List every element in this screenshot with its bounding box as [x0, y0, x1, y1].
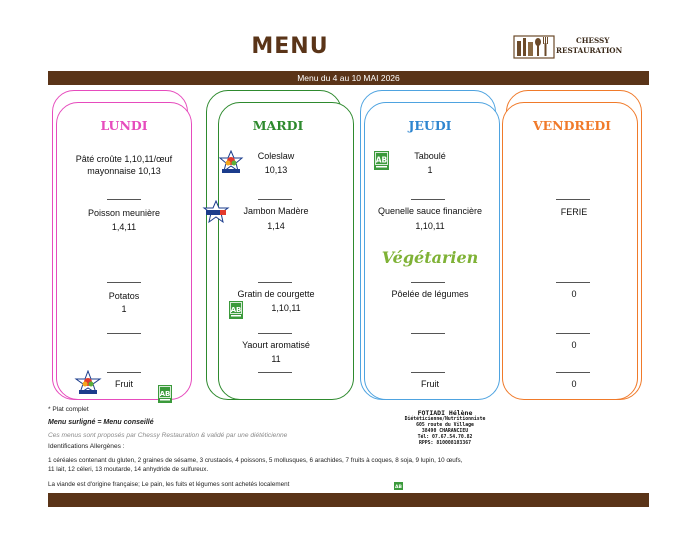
viandes-de-france-icon [202, 200, 230, 224]
jeudi-dessert: Fruit [421, 379, 439, 389]
lundi-side-allergens: 1 [121, 304, 127, 314]
day-header-mardi: MARDI [252, 118, 304, 133]
mardi-starter-allergens: 10,13 [264, 165, 288, 175]
jeudi-starter-allergens: 1 [427, 165, 433, 175]
vendredi-side: 0 [571, 289, 577, 299]
footer-allergen-list-1: 1 céréales contenant du gluten, 2 graines de sésame, 3 crustacés, 4 poissons, 5 mollusques, 6 arachides, 7 fruits à coques, 8 soja, 9 lupin, 10 œufs, [48, 457, 463, 464]
dietitian-stamp [390, 409, 500, 447]
logo-line-2: RESTAURATION [556, 46, 623, 55]
separator [107, 372, 141, 373]
footer-allergen-title: Identifications Allergènes : [48, 443, 125, 450]
lundi-side: Potatos [108, 291, 140, 301]
footer-origin-note: La viande est d'origine française; Le pain, les fuits et légumes sont achetés localement [48, 481, 290, 488]
mardi-dessert-allergens: 11 [271, 354, 281, 364]
lundi-main-allergens: 1,4,11 [111, 222, 137, 232]
separator [107, 282, 141, 283]
jeudi-main: Quenelle sauce financière [377, 206, 483, 216]
ab-bio-icon [374, 151, 389, 170]
restaurant-logo-icon [512, 33, 556, 59]
fruits-legumes-de-france-icon [74, 370, 102, 396]
mardi-main-allergens: 1,14 [267, 221, 285, 231]
footer-validation-note: Ces menus sont proposés par Chessy Restauration & validé par une diététicienne [48, 432, 288, 439]
separator [411, 282, 445, 283]
footer-menu-conseille: Menu surligné = Menu conseillé [48, 419, 154, 426]
jeudi-side: Pôelée de légumes [391, 289, 469, 299]
menu-date-banner: Menu du 4 au 10 MAI 2026 [48, 71, 649, 85]
svg-text:AB: AB [159, 390, 171, 398]
dietitian-name: FOTIADI Hélène [417, 409, 473, 417]
separator [556, 372, 590, 373]
svg-text:AB: AB [395, 485, 402, 490]
ab-bio-icon [229, 301, 243, 319]
footer-plat-complet: * Plat complet [48, 406, 89, 413]
day-header-lundi: LUNDI [100, 118, 148, 133]
separator [258, 372, 292, 373]
mardi-side-allergens: 1,10,11 [271, 303, 301, 313]
footer-band [48, 493, 649, 507]
vendredi-frame-inner [502, 102, 638, 400]
svg-text:AB: AB [375, 155, 388, 165]
jeudi-starter: Taboulé [414, 151, 446, 161]
dietitian-address-1: 605 route du Village [416, 423, 474, 428]
jeudi-main-allergens: 1,10,11 [415, 221, 445, 231]
separator [258, 333, 292, 334]
separator [107, 199, 141, 200]
mardi-side: Gratin de courgette [237, 289, 315, 299]
mardi-main: Jambon Madère [243, 206, 309, 216]
vendredi-dessert: 0 [571, 379, 577, 389]
chessy-logo [512, 32, 637, 62]
logo-line-1: CHESSY [576, 36, 610, 45]
ab-bio-icon [158, 385, 172, 403]
mardi-dessert: Yaourt aromatisé [242, 340, 310, 350]
page-title: MENU [251, 34, 329, 59]
separator [258, 199, 292, 200]
svg-text:AB: AB [230, 306, 242, 314]
separator [556, 199, 590, 200]
separator [411, 199, 445, 200]
lundi-starter-allergens: mayonnaise 10,13 [87, 166, 161, 176]
lundi-main: Poisson meunière [87, 208, 161, 218]
vendredi-dairy: 0 [571, 340, 577, 350]
separator [411, 333, 445, 334]
day-header-jeudi: JEUDI [408, 118, 452, 133]
vegetarien-label: Végétarien [381, 248, 479, 267]
dietitian-role: Diététicienne/Nutritionniste [404, 417, 486, 422]
separator [258, 282, 292, 283]
fruits-legumes-de-france-icon [218, 150, 244, 174]
lundi-frame-inner [56, 102, 192, 400]
dietitian-address-2: 38490 CHARANCIEU [421, 429, 469, 434]
mardi-starter: Coleslaw [257, 151, 295, 161]
separator [411, 372, 445, 373]
dietitian-rpps: RPPS: 810008103367 [419, 441, 471, 446]
footer-allergen-list-2: 11 lait, 12 céleri, 13 moutarde, 14 anhydride de sulfureux. [48, 466, 209, 473]
lundi-dessert: Fruit [115, 379, 133, 389]
separator [556, 282, 590, 283]
dietitian-tel: Tél: 07.67.54.70.82 [417, 435, 473, 440]
separator [107, 333, 141, 334]
separator [556, 333, 590, 334]
lundi-starter: Pâté croûte 1,10,11/œuf [75, 154, 173, 164]
vendredi-main: FERIE [560, 207, 588, 217]
day-header-vendredi: VENDREDI [532, 118, 612, 133]
ab-bio-icon [394, 477, 403, 490]
